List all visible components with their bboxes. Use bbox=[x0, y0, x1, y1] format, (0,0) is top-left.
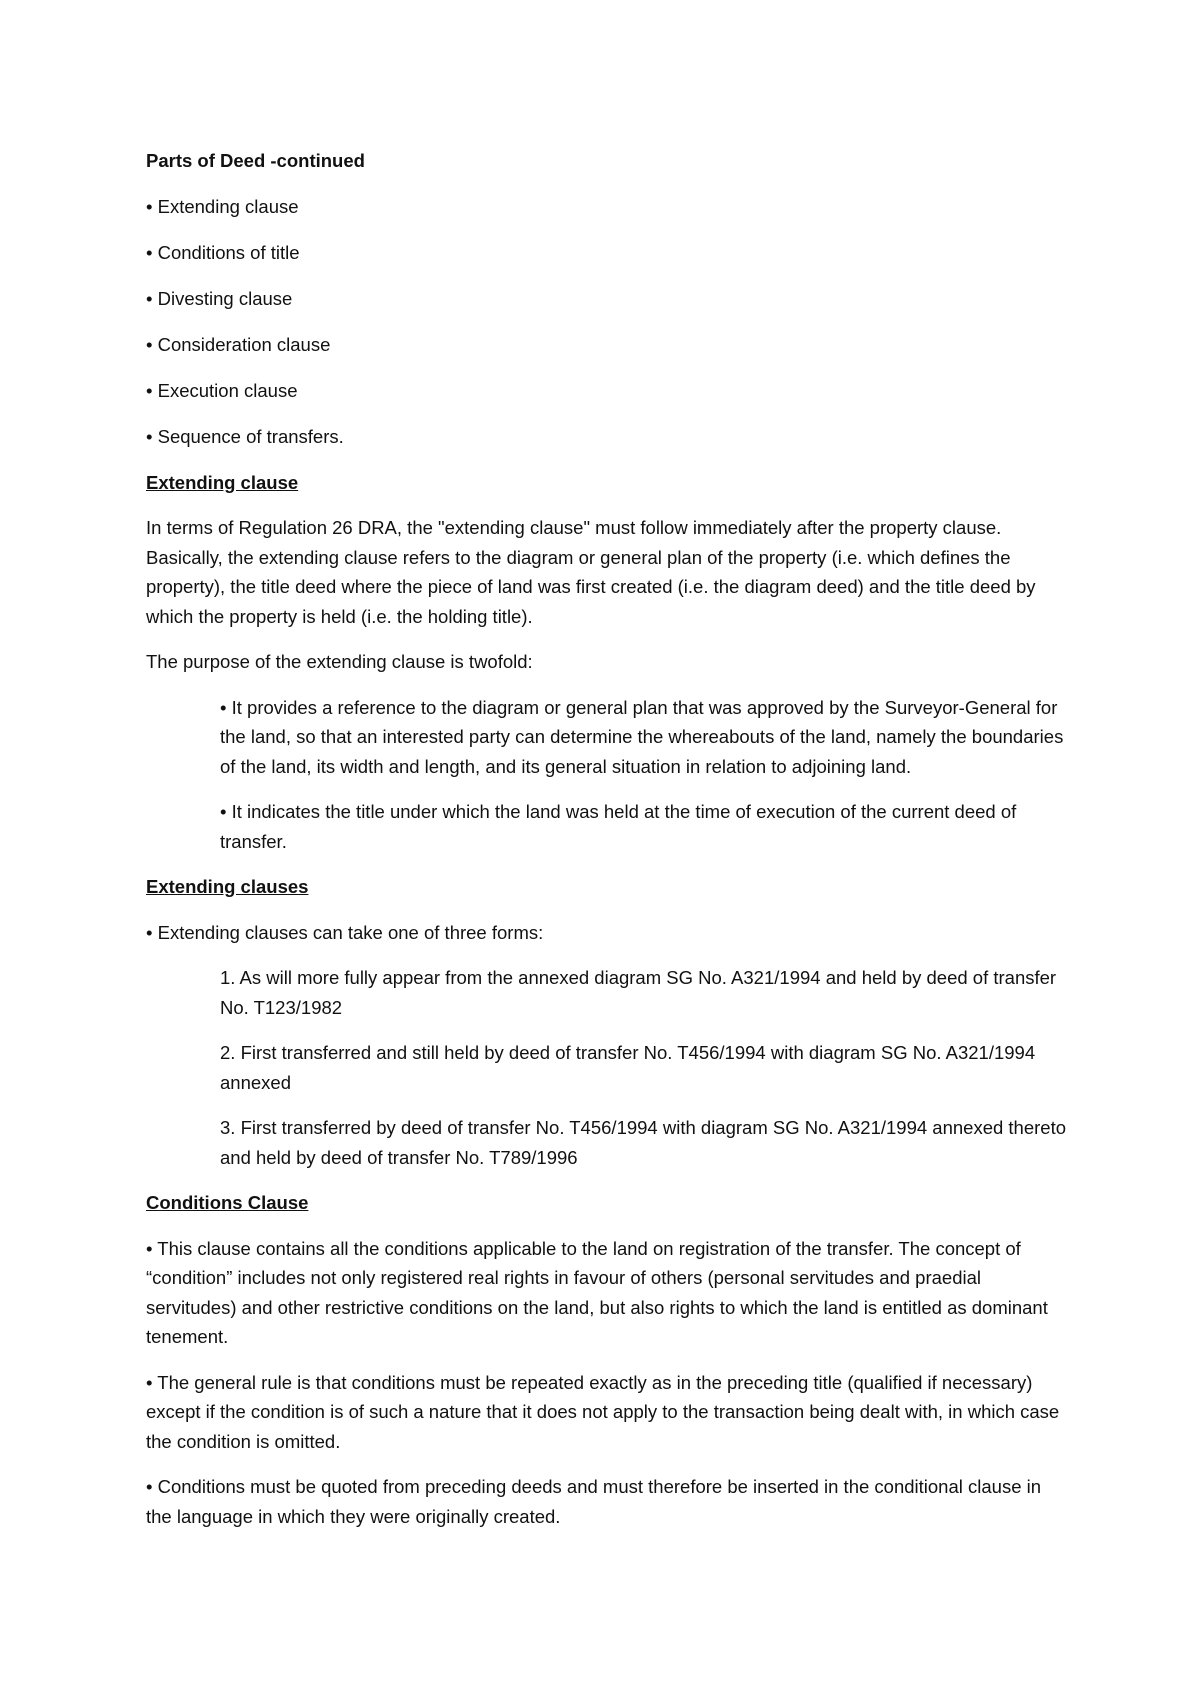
list-item: • Conditions of title bbox=[146, 241, 300, 263]
list-item: • Divesting clause bbox=[146, 287, 293, 309]
section-heading-extending-clause: Extending clause bbox=[146, 471, 299, 493]
list-item: • This clause contains all the conditions applicable to the land on registration of the transfer. The concept of “condition” includes not only registered real rights in favour of others (personal servitudes and praedial servitudes) and other restrictive conditions on the land, but also rights to which the land is entitled as dominant tenement. bbox=[146, 1237, 1048, 1347]
list-item: • Consideration clause bbox=[146, 333, 331, 355]
list-item: • It provides a reference to the diagram or general plan that was approved by the Surveyor-General for the land, so that an interested party can determine the whereabouts of the land, namely the boundaries of the land, its width and length, and its general situation in relation to adjoining land. bbox=[220, 696, 1064, 777]
paragraph: The purpose of the extending clause is twofold: bbox=[146, 651, 533, 672]
list-item: • Conditions must be quoted from preceding deeds and must therefore be inserted in the conditional clause in the language in which they were originally created. bbox=[146, 1476, 1042, 1527]
list-item: 1. As will more fully appear from the annexed diagram SG No. A321/1994 and held by deed of transfer No. T123/1982 bbox=[220, 967, 1057, 1018]
list-item: • Execution clause bbox=[146, 379, 298, 401]
page-title: Parts of Deed -continued bbox=[146, 150, 365, 171]
list-item: • Sequence of transfers. bbox=[146, 425, 344, 447]
list-item: • The general rule is that conditions must be repeated exactly as in the preceding title (qualified if necessary) except if the condition is of such a nature that it does not apply to the transaction being dealt with, in which case the condition is omitted. bbox=[146, 1371, 1060, 1452]
parts-list bbox=[146, 192, 1066, 452]
list-item: 2. First transferred and still held by deed of transfer No. T456/1994 with diagram SG No. A321/1994 annexed bbox=[220, 1042, 1036, 1093]
document-page bbox=[146, 146, 1066, 1547]
section-heading-conditions-clause: Conditions Clause bbox=[146, 1192, 309, 1213]
paragraph: • Extending clauses can take one of three forms: bbox=[146, 921, 544, 943]
list-item: • Extending clause bbox=[146, 195, 299, 217]
paragraph: In terms of Regulation 26 DRA, the "extending clause" must follow immediately after the property clause. Basically, the extending clause refers to the diagram or general plan of the property (i.e. which defines the property), the title deed where the piece of land was first created (i.e. the diagram deed) and the title deed by which the property is held (i.e. the holding title). bbox=[146, 517, 1036, 627]
list-item: • It indicates the title under which the land was held at the time of execution of the current deed of transfer. bbox=[220, 801, 1017, 852]
list-item: 3. First transferred by deed of transfer No. T456/1994 with diagram SG No. A321/1994 annexed thereto and held by deed of transfer No. T789/1996 bbox=[220, 1117, 1067, 1168]
section-heading-extending-clauses: Extending clauses bbox=[146, 876, 309, 897]
